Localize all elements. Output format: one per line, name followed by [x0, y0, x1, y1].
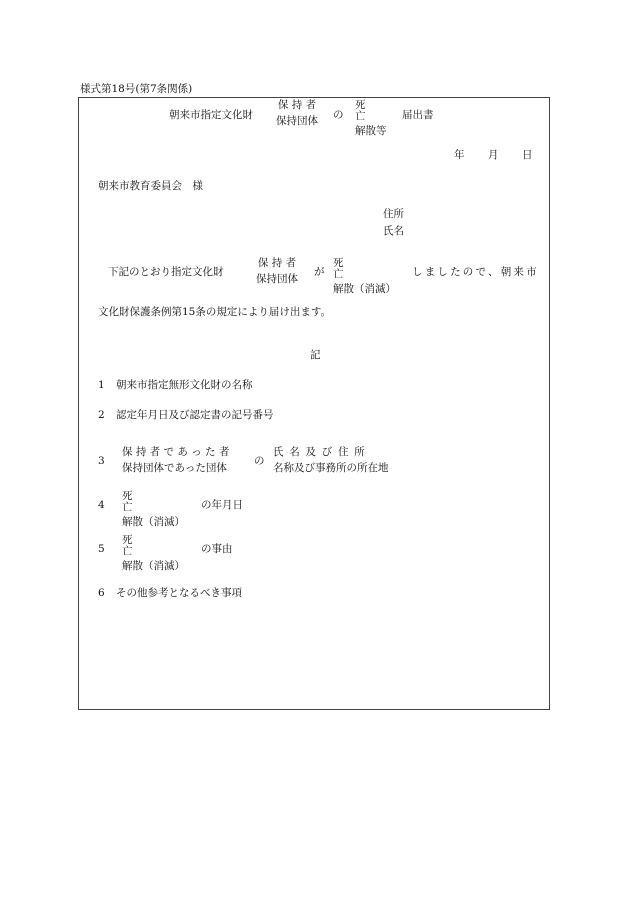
item-4-line1-a: 死: [122, 490, 133, 502]
title-event-line2: 解散等: [355, 125, 387, 137]
addressee: 朝来市教育委員会 様: [98, 180, 203, 192]
date-day: 日: [522, 149, 533, 161]
item-4-number: 4: [98, 499, 105, 511]
title-prefix: 朝来市指定文化財: [169, 109, 253, 121]
item-2-number: 2: [98, 409, 105, 421]
item-5-suffix: の事由: [201, 543, 233, 555]
date-year: 年: [454, 149, 465, 161]
item-3-b-line1: 氏 名 及 び 住 所: [273, 446, 366, 458]
item-3-holder-brace: [122, 447, 243, 473]
date-month: 月: [488, 149, 499, 161]
title-holder-line2: 保持団体: [276, 114, 318, 127]
item-3-a-line1: 保 持 者 で あ っ た 者: [122, 446, 230, 458]
title-suffix: 届出書: [402, 109, 434, 121]
item-4-event-brace: [122, 491, 190, 528]
item-4-line2: 解散（消滅）: [122, 516, 185, 528]
item-3-number: 3: [98, 455, 105, 467]
item-2-text: 認定年月日及び認定書の記号番号: [116, 409, 274, 421]
item-5-line2: 解散（消滅）: [122, 560, 185, 572]
form-label: 様式第18号(第7条関係): [80, 83, 193, 95]
item-1-text: 朝来市指定無形文化財の名称: [116, 379, 253, 391]
ki-heading: 記: [310, 349, 321, 361]
item-3-b-line2: 名称及び事務所の所在地: [273, 461, 389, 474]
body-holder-line1: 保 持 者: [257, 257, 297, 269]
body-holder-line2: 保持団体: [256, 272, 298, 285]
title-event-brace: [355, 100, 393, 137]
item-4-suffix: の年月日: [201, 499, 243, 511]
title-event-line1-a: 死: [355, 99, 366, 111]
body-event-line1-a: 死: [333, 257, 344, 269]
body-particle: が: [314, 266, 325, 278]
body-event-line1-b: 亡: [333, 267, 344, 280]
body-event-brace: [333, 258, 401, 295]
name-label: 氏名: [383, 225, 404, 237]
body-suffix: しましたので、朝来市: [412, 266, 539, 278]
item-5-event-brace: [122, 535, 190, 572]
item-1-number: 1: [98, 379, 105, 391]
item-4-line1-b: 亡: [122, 500, 133, 513]
item-3-info-brace: [273, 447, 403, 473]
body-event-line2: 解散（消滅）: [333, 283, 396, 295]
item-5-number: 5: [98, 543, 105, 555]
title-particle: の: [333, 109, 344, 121]
item-6-number: 6: [98, 587, 105, 599]
item-5-line1-a: 死: [122, 534, 133, 546]
address-label: 住所: [383, 208, 404, 220]
title-event-line1-b: 亡: [355, 109, 366, 122]
item-5-line1-b: 亡: [122, 544, 133, 557]
title-holder-line1: 保 持 者: [277, 99, 317, 111]
item-3-a-line2: 保持団体であった団体: [122, 461, 227, 474]
title-holder-brace: [271, 100, 323, 126]
body-prefix: 下記のとおり指定文化財: [108, 266, 224, 278]
item-3-particle: の: [254, 455, 265, 467]
body-holder-brace: [251, 258, 303, 284]
body-line2: 文化財保護条例第15条の規定により届け出ます。: [98, 306, 332, 318]
item-6-text: その他参考となるべき事項: [116, 587, 242, 599]
